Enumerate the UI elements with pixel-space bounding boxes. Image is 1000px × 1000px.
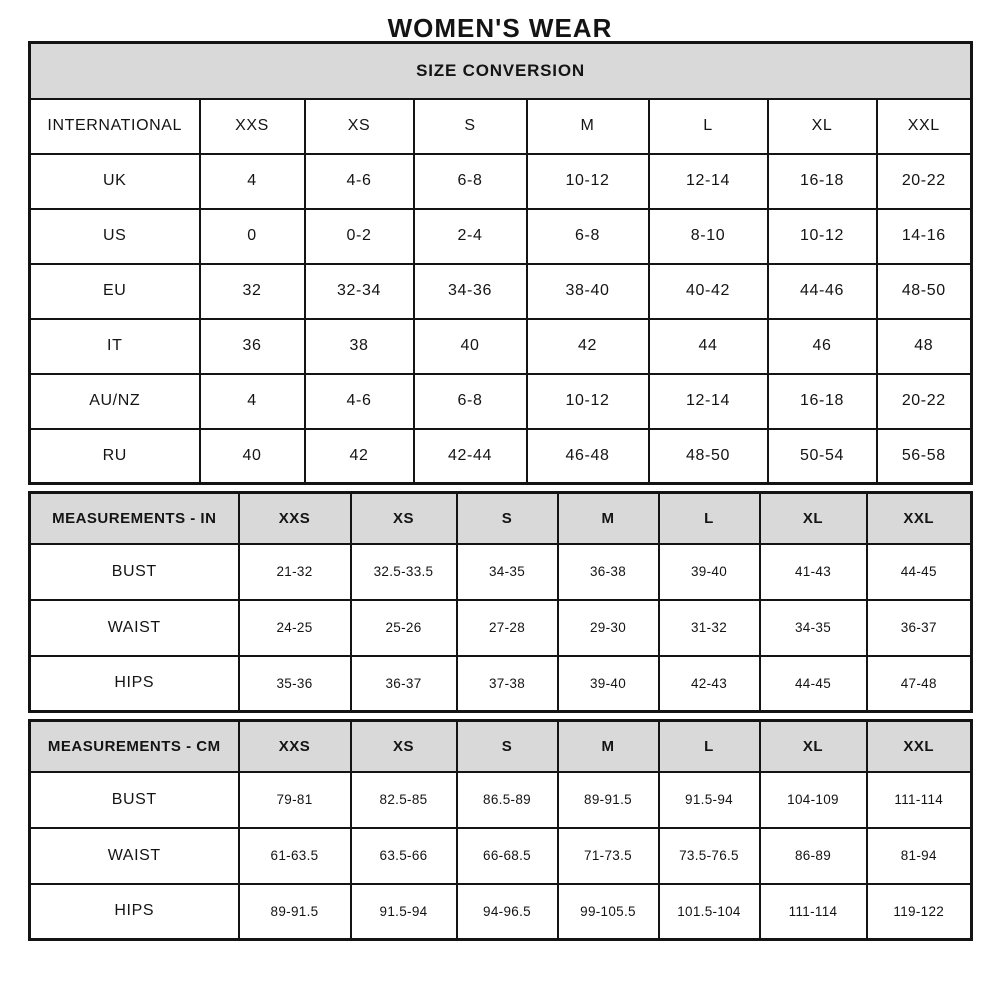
value-cell: 63.5-66	[351, 828, 457, 884]
value-cell: 89-91.5	[239, 884, 351, 940]
row-label: HIPS	[30, 884, 239, 940]
value-cell: 44-45	[867, 544, 972, 600]
row-label: RU	[30, 429, 200, 484]
size-header: M	[527, 99, 649, 154]
value-cell: 48-50	[649, 429, 768, 484]
tables-container	[28, 41, 970, 941]
value-cell: 36-37	[867, 600, 972, 656]
size-header: L	[649, 99, 768, 154]
value-cell: 34-35	[457, 544, 558, 600]
value-cell: 6-8	[414, 154, 527, 209]
table-row	[30, 884, 972, 940]
row-label: EU	[30, 264, 200, 319]
size-header: XS	[305, 99, 414, 154]
value-cell: 36	[200, 319, 305, 374]
measurements-in-table	[28, 491, 973, 713]
value-cell: 111-114	[867, 772, 972, 828]
column-header-label: INTERNATIONAL	[30, 99, 200, 154]
value-cell: 20-22	[877, 374, 972, 429]
value-cell: 42-44	[414, 429, 527, 484]
value-cell: 0	[200, 209, 305, 264]
value-cell: 32	[200, 264, 305, 319]
size-conversion-table	[28, 41, 973, 485]
value-cell: 6-8	[414, 374, 527, 429]
table-row	[30, 319, 972, 374]
value-cell: 10-12	[527, 374, 649, 429]
row-label: WAIST	[30, 600, 239, 656]
value-cell: 40	[200, 429, 305, 484]
value-cell: 48-50	[877, 264, 972, 319]
size-header: XS	[351, 721, 457, 772]
value-cell: 50-54	[768, 429, 877, 484]
table-banner: MEASUREMENTS - CM	[30, 721, 239, 772]
value-cell: 86.5-89	[457, 772, 558, 828]
value-cell: 27-28	[457, 600, 558, 656]
size-header: M	[558, 721, 659, 772]
value-cell: 20-22	[877, 154, 972, 209]
value-cell: 101.5-104	[659, 884, 760, 940]
value-cell: 44	[649, 319, 768, 374]
value-cell: 39-40	[659, 544, 760, 600]
value-cell: 47-48	[867, 656, 972, 712]
value-cell: 111-114	[760, 884, 867, 940]
value-cell: 41-43	[760, 544, 867, 600]
value-cell: 34-36	[414, 264, 527, 319]
value-cell: 29-30	[558, 600, 659, 656]
value-cell: 16-18	[768, 374, 877, 429]
value-cell: 42	[527, 319, 649, 374]
value-cell: 31-32	[659, 600, 760, 656]
size-header: L	[659, 493, 760, 544]
row-label: HIPS	[30, 656, 239, 712]
table-banner: MEASUREMENTS - IN	[30, 493, 239, 544]
value-cell: 10-12	[768, 209, 877, 264]
size-header: L	[659, 721, 760, 772]
value-cell: 32.5-33.5	[351, 544, 457, 600]
value-cell: 40	[414, 319, 527, 374]
table-row	[30, 209, 972, 264]
value-cell: 39-40	[558, 656, 659, 712]
value-cell: 10-12	[527, 154, 649, 209]
banner-row	[30, 43, 972, 99]
table-row	[30, 264, 972, 319]
value-cell: 81-94	[867, 828, 972, 884]
value-cell: 46	[768, 319, 877, 374]
value-cell: 44-46	[768, 264, 877, 319]
size-header: XXL	[877, 99, 972, 154]
size-header: XXS	[239, 493, 351, 544]
table-row	[30, 656, 972, 712]
value-cell: 12-14	[649, 154, 768, 209]
value-cell: 8-10	[649, 209, 768, 264]
size-header: XS	[351, 493, 457, 544]
row-label: WAIST	[30, 828, 239, 884]
value-cell: 79-81	[239, 772, 351, 828]
size-header: XL	[760, 721, 867, 772]
value-cell: 38	[305, 319, 414, 374]
value-cell: 66-68.5	[457, 828, 558, 884]
row-label: BUST	[30, 544, 239, 600]
value-cell: 119-122	[867, 884, 972, 940]
value-cell: 24-25	[239, 600, 351, 656]
value-cell: 48	[877, 319, 972, 374]
value-cell: 36-37	[351, 656, 457, 712]
row-label: UK	[30, 154, 200, 209]
value-cell: 4	[200, 154, 305, 209]
size-header: S	[414, 99, 527, 154]
size-header: XL	[768, 99, 877, 154]
value-cell: 2-4	[414, 209, 527, 264]
table-row	[30, 828, 972, 884]
value-cell: 6-8	[527, 209, 649, 264]
value-cell: 44-45	[760, 656, 867, 712]
value-cell: 4-6	[305, 154, 414, 209]
table-row	[30, 544, 972, 600]
size-header: S	[457, 493, 558, 544]
value-cell: 89-91.5	[558, 772, 659, 828]
row-label: AU/NZ	[30, 374, 200, 429]
row-label: US	[30, 209, 200, 264]
value-cell: 16-18	[768, 154, 877, 209]
row-label: BUST	[30, 772, 239, 828]
value-cell: 71-73.5	[558, 828, 659, 884]
table-row	[30, 154, 972, 209]
value-cell: 91.5-94	[659, 772, 760, 828]
size-header: XL	[760, 493, 867, 544]
value-cell: 61-63.5	[239, 828, 351, 884]
size-header: M	[558, 493, 659, 544]
table-banner: SIZE CONVERSION	[30, 43, 972, 99]
size-header: XXS	[239, 721, 351, 772]
value-cell: 37-38	[457, 656, 558, 712]
value-cell: 46-48	[527, 429, 649, 484]
value-cell: 56-58	[877, 429, 972, 484]
page-title: WOMEN'S WEAR	[387, 13, 613, 43]
value-cell: 104-109	[760, 772, 867, 828]
value-cell: 4-6	[305, 374, 414, 429]
value-cell: 42-43	[659, 656, 760, 712]
value-cell: 25-26	[351, 600, 457, 656]
size-header: XXL	[867, 721, 972, 772]
value-cell: 73.5-76.5	[659, 828, 760, 884]
table-row	[30, 374, 972, 429]
value-cell: 82.5-85	[351, 772, 457, 828]
value-cell: 21-32	[239, 544, 351, 600]
value-cell: 99-105.5	[558, 884, 659, 940]
row-label: IT	[30, 319, 200, 374]
value-cell: 36-38	[558, 544, 659, 600]
measurements-cm-table	[28, 719, 973, 941]
banner-row	[30, 493, 972, 544]
value-cell: 38-40	[527, 264, 649, 319]
value-cell: 35-36	[239, 656, 351, 712]
value-cell: 94-96.5	[457, 884, 558, 940]
value-cell: 86-89	[760, 828, 867, 884]
value-cell: 32-34	[305, 264, 414, 319]
banner-row	[30, 721, 972, 772]
value-cell: 4	[200, 374, 305, 429]
size-header: XXL	[867, 493, 972, 544]
value-cell: 91.5-94	[351, 884, 457, 940]
table-row	[30, 772, 972, 828]
value-cell: 34-35	[760, 600, 867, 656]
value-cell: 42	[305, 429, 414, 484]
size-header: S	[457, 721, 558, 772]
size-header: XXS	[200, 99, 305, 154]
value-cell: 40-42	[649, 264, 768, 319]
value-cell: 12-14	[649, 374, 768, 429]
size-header-row	[30, 99, 972, 154]
table-row	[30, 429, 972, 484]
value-cell: 0-2	[305, 209, 414, 264]
value-cell: 14-16	[877, 209, 972, 264]
table-row	[30, 600, 972, 656]
